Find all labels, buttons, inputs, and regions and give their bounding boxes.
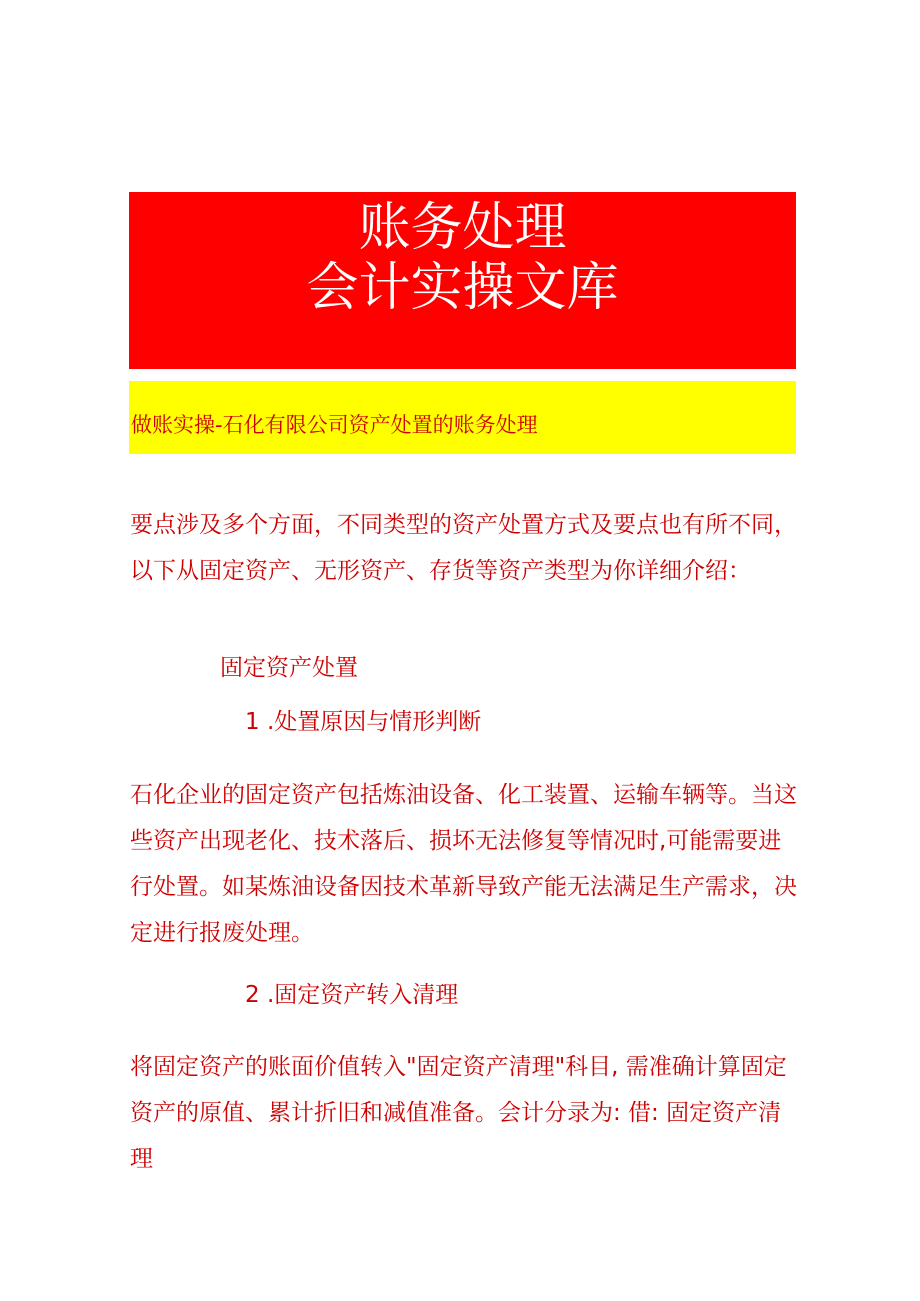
section-title: 固定资产处置: [220, 655, 358, 681]
subsection-2-body: 将固定资产的账面价值转入"固定资产清理"科目, 需准确计算固定资产的原值、累计折旧和减值准备。会计分录为: 借: 固定资产清理: [130, 1054, 787, 1172]
banner-title-line1: 账务处理: [358, 198, 567, 258]
subtitle-bar: [129, 381, 796, 454]
document-subtitle: 做账实操-石化有限公司资产处置的账务处理: [131, 413, 538, 437]
banner-title-line2: 会计实操文库: [306, 258, 619, 318]
subsection-1-body: 石化企业的固定资产包括炼油设备、化工装置、运输车辆等。当这些资产出现老化、技术落后、损坏无法修复等情况时,可能需要进行处置。如某炼油设备因技术革新导致产能无法满足生产需求，决定进行报废处理。: [130, 782, 797, 946]
subsection-1-title: 1 .处置原因与情形判断: [245, 709, 482, 735]
subsection-2-title: 2 .固定资产转入清理: [245, 982, 459, 1008]
intro-paragraph: 要点涉及多个方面，不同类型的资产处置方式及要点也有所不同，以下从固定资产、无形资产、存货等资产类型为你详细介绍：: [130, 512, 797, 584]
title-banner: [129, 192, 796, 369]
